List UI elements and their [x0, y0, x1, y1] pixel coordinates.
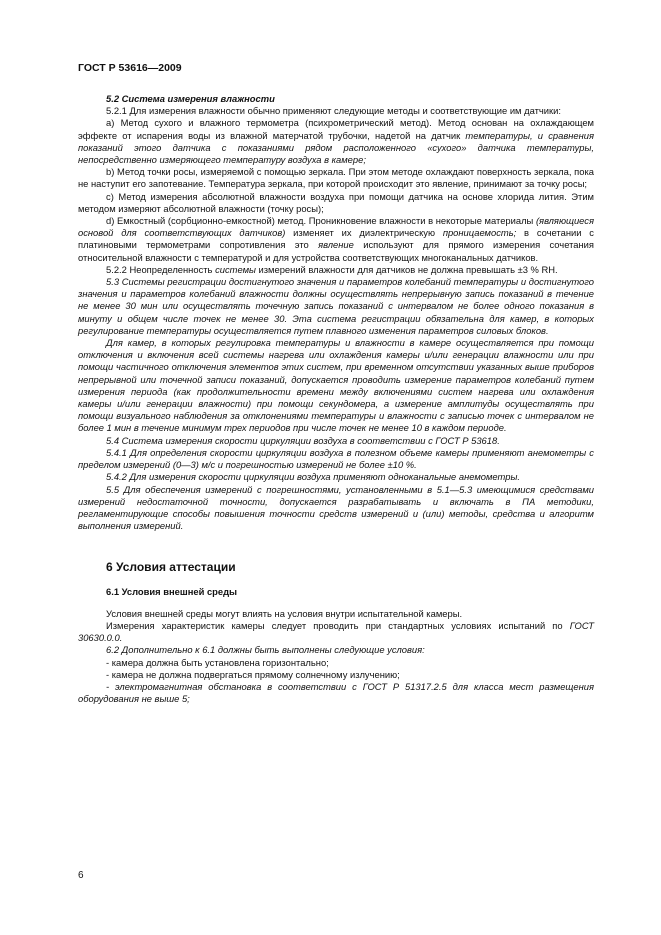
p522-t3: измерений влажности для датчиков не должна превышать ±3 % RH. [258, 263, 558, 275]
section-5-2-heading: 5.2 Система измерения влажности [106, 93, 275, 104]
p522-t1: 5.2.2 Неопределенность [106, 263, 213, 275]
paragraph-5-2-1: 5.2.1 Для измерения влажности обычно применяют следующие методы и соответствующие им датчики: [106, 105, 561, 117]
section-6-1-heading: 6.1 Условия внешней среды [106, 585, 238, 597]
paragraph-5-4: 5.4 Система измерения скорости циркуляции воздуха в соответствии с ГОСТ Р 53618. [106, 434, 500, 446]
item-b: b) Метод точки росы, измеряемой с помощью зеркала. При этом методе охлаждают поверхность зеркала, пока не наступит его запотевание. Температура зеркала, при которой происходит это явление, принимают за точку росы; [78, 166, 594, 190]
item-a-text: а) Метод сухого и влажного термометра (психрометрический метод). Метод основан на охлаждающем эффекте от испарения воды из влажной матерчатой трубочки, надетой на датчик [78, 117, 594, 141]
page-number: 6 [78, 870, 84, 881]
paragraph-5-5: 5.5 Для обеспечения измерений с погрешностями, установленными в 5.1—5.3 имеющимися средствами измерений недостаточной точности, допускается разрабатывать и включать в ПА методики, регламентирующие способы повышения точности средств измерений и (или) методы, средства и алгоритм выполнения измерений. [78, 483, 594, 532]
paragraph-6-1-b [78, 620, 594, 644]
item-a-italic: температуры, и сравнения показаний этого датчика с показаниями рядом расположенного «сухого» датчика температуры, непосредственно измеряющего температуру воздуха в камере; [78, 129, 594, 166]
item-d-t3: изменяет их диэлектрическую [293, 227, 435, 239]
list-item-1: - камера должна быть установлена горизонтально; [106, 656, 329, 668]
item-d-t6: явление [318, 239, 354, 251]
item-a [78, 117, 594, 166]
paragraph-cameras: Для камер, в которых регулировка температуры и влажности в камере осуществляется при помощи отключения и включения всей системы нагрева или охлаждения камеры и/или генерации влажности или при помощи частичного отключения элементов этих систем, при временном отсутствии указанных выше приборов непрерывной или точечной записи показаний, допускается проводить измерение параметров колебаний путем измерения периода (как продолжительности времени между включениями систем нагрева или охлаждения камеры и/или генерации влажности) при помощи секундомера, а измерение амплитуды осуществлять при помощи визуального наблюдения за отклонениями температуры и влажности с записью точек с интервалом не более 1 мин в течение минимум трех периодов при числе точек не менее 10 в каждом периоде. [78, 337, 594, 434]
item-c: c) Метод измерения абсолютной влажности воздуха при помощи датчика на основе хлорида лития. Этим методом измеряют абсолютной влажности (точку росы); [78, 190, 594, 214]
item-d-t1: d) Емкостный (сорбционно-емкостной) метод. Проникновение влажности в некоторые материалы [106, 215, 534, 227]
item-d-t7: используют для прямого измерения сочетания относительной влажности с температурой и для устройства соответствующих многоканальных датчиков. [78, 239, 594, 263]
item-d [78, 215, 594, 264]
list-item-2: - камера не должна подвергаться прямому солнечному излучению; [106, 668, 400, 680]
page-content [78, 93, 594, 705]
paragraph-5-4-2: 5.4.2 Для измерения скорости циркуляции воздуха применяют одноканальные анемометры. [106, 471, 520, 483]
section-6-heading: 6 Условия аттестации [106, 560, 236, 575]
paragraph-5-2-2 [78, 264, 594, 276]
paragraph-6-1-a: Условия внешней среды могут влиять на условия внутри испытательной камеры. [106, 607, 463, 619]
p61b-t1: Измерения характеристик камеры следует проводить при стандартных условиях испытаний по [106, 619, 563, 631]
paragraph-5-4-1: 5.4.1 Для определения скорости циркуляции воздуха в полезном объеме камеры применяют анемометры с пределом измерений (0—3) м/с и погрешностью измерений не более ±10 %. [78, 446, 594, 471]
paragraph-5-3: 5.3 Системы регистрации достигнутого значения и параметров колебаний температуры и достигнутого значения и параметров колебаний влажности должны осуществлять непрерывную запись показаний в течение не менее 30 мин или осуществлять точечную запись показаний с интервалом не более одного показания в минуту и общем числе точек не менее 30. Эта система регистрации обязательна для камер, в которых регулирование температуры осуществляется путем плавного изменения параметров силовых блоков. [78, 276, 594, 336]
list-item-3: - электромагнитная обстановка в соответствии с ГОСТ Р 51317.2.5 для класса мест размещения оборудования не выше 5; [78, 680, 594, 705]
document-header: ГОСТ Р 53616—2009 [78, 62, 182, 74]
paragraph-6-2: 6.2 Дополнительно к 6.1 должны быть выполнены следующие условия: [106, 644, 425, 656]
p61b-t2: ГОСТ 30630.0.0. [78, 619, 594, 644]
p522-t2: системы [215, 263, 256, 275]
item-d-t4: проницаемость; [442, 227, 517, 239]
item-d-t2: (являющиеся основой для соответствующих датчиков) [78, 215, 594, 239]
item-d-t5: в сочетании с платиновыми термометрами сопротивления это [78, 227, 594, 251]
